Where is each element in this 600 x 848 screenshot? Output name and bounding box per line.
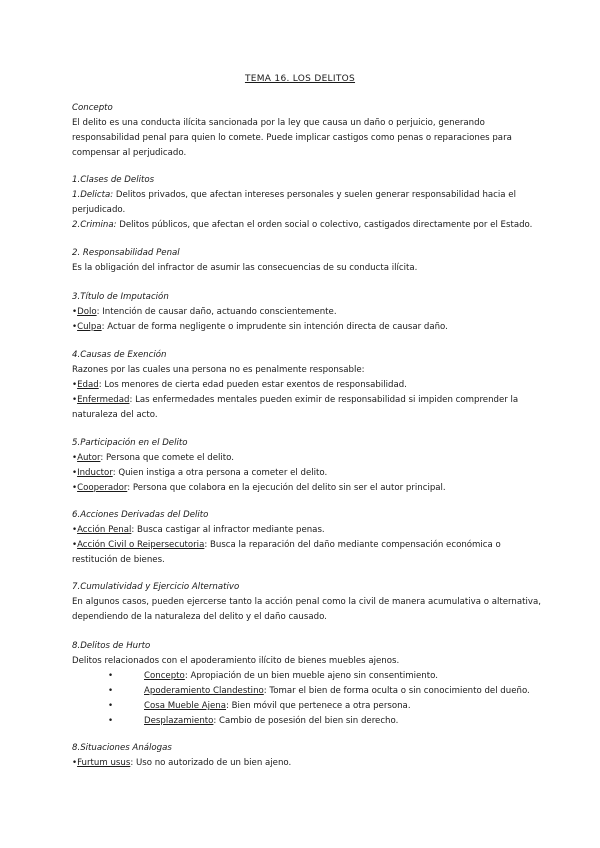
- section-heading: 4.Causas de Exención: [72, 350, 167, 360]
- item-term: Desplazamiento: [144, 716, 214, 726]
- item-term: Edad: [77, 380, 99, 390]
- item-term: Apoderamiento Clandestino: [144, 686, 264, 696]
- section-acumulatividad: [72, 580, 542, 625]
- list-item: [72, 378, 542, 393]
- item-text: : Quien instiga a otra persona a cometer el delito.: [112, 468, 328, 478]
- section-concepto: [72, 101, 542, 161]
- item-text: : Tomar el bien de forma oculta o sin conocimiento del dueño.: [263, 686, 530, 696]
- item-text: : Busca castigar al infractor mediante penas.: [131, 525, 325, 535]
- item-text: : Cambio de posesión del bien sin derecho.: [213, 716, 399, 726]
- bullet: •: [72, 758, 78, 768]
- item-term: Enfermedad: [77, 395, 130, 405]
- bullet: •: [108, 686, 114, 696]
- list-item: [72, 756, 542, 771]
- bullet: •: [72, 395, 78, 405]
- section-body: Es la obligación del infractor de asumir las consecuencias de su conducta ilícita.: [72, 263, 418, 273]
- list-item: [72, 305, 542, 320]
- item-term: Acción Civil o Reipersecutoria: [77, 540, 205, 550]
- bullet: •: [72, 540, 78, 550]
- section-responsabilidad: [72, 246, 542, 276]
- section-heading: 8.Delitos de Hurto: [72, 641, 151, 651]
- bullet: •: [108, 701, 114, 711]
- item-text: : Persona que comete el delito.: [100, 453, 235, 463]
- bullet: •: [72, 307, 78, 317]
- item-term: 2.Crimina:: [72, 220, 117, 230]
- section-acciones: [72, 508, 542, 568]
- item-text: : Apropiación de un bien mueble ajeno sin consentimiento.: [184, 671, 438, 681]
- section-participacion: [72, 436, 542, 496]
- section-heading: Concepto: [72, 103, 113, 113]
- item-text: : Persona que colabora en la ejecución del delito sin ser el autor principal.: [127, 483, 446, 493]
- section-analogas: [72, 741, 542, 771]
- item-term: Culpa: [77, 322, 102, 332]
- bullet: •: [108, 671, 114, 681]
- list-item: [72, 538, 542, 568]
- item-text: : Busca la reparación del daño mediante compensación económica o restitución de bienes.: [72, 540, 501, 565]
- list-item: [72, 714, 542, 729]
- list-item: [72, 466, 542, 481]
- item-text: : Bien móvil que pertenece a otra persona.: [226, 701, 411, 711]
- section-clases: [72, 173, 542, 233]
- section-intro: Delitos relacionados con el apoderamiento ilícito de bienes muebles ajenos.: [72, 656, 400, 666]
- item-term: Furtum usus: [77, 758, 131, 768]
- item-term: Cooperador: [77, 483, 128, 493]
- bullet: •: [72, 483, 78, 493]
- item-term: 1.Delicta:: [72, 190, 114, 200]
- list-item: [72, 218, 542, 233]
- list-item: [72, 699, 542, 714]
- section-heading: 6.Acciones Derivadas del Delito: [72, 510, 209, 520]
- bullet: •: [72, 468, 78, 478]
- list-item: [72, 523, 542, 538]
- list-item: [72, 684, 542, 699]
- section-heading: 7.Cumulatividad y Ejercicio Alternativo: [72, 582, 240, 592]
- item-text: : Uso no autorizado de un bien ajeno.: [130, 758, 292, 768]
- bullet: •: [108, 716, 114, 726]
- bullet: •: [72, 380, 78, 390]
- section-body: El delito es una conducta ilícita sancionada por la ley que causa un daño o perjuicio, generando responsabilidad penal para quien lo comete. Puede implicar castigos como penas o reparaciones para compensar al perjudicado.: [72, 118, 512, 158]
- section-heading: 3.Título de Imputación: [72, 292, 169, 302]
- section-heading: 8.Situaciones Análogas: [72, 743, 172, 753]
- list-item: [72, 451, 542, 466]
- section-intro: Razones por las cuales una persona no es penalmente responsable:: [72, 365, 365, 375]
- section-imputacion: [72, 290, 542, 335]
- item-text: : Los menores de cierta edad pueden estar exentos de responsabilidad.: [98, 380, 407, 390]
- bullet: •: [72, 453, 78, 463]
- list-item: [72, 393, 542, 423]
- item-text: : Las enfermedades mentales pueden eximir de responsabilidad si impiden comprender la naturaleza del acto.: [72, 395, 519, 420]
- list-item: [72, 320, 542, 335]
- bullet: •: [72, 322, 78, 332]
- list-item: [72, 481, 542, 496]
- item-term: Inductor: [77, 468, 113, 478]
- item-term: Dolo: [77, 307, 97, 317]
- item-text: Delitos públicos, que afectan el orden social o colectivo, castigados directamente por el Estado.: [116, 220, 533, 230]
- section-body: En algunos casos, pueden ejercerse tanto la acción penal como la civil de manera acumulativa o alternativa, dependiendo de la naturaleza del delito y el daño causado.: [72, 597, 541, 622]
- item-text: : Intención de causar daño, actuando conscientemente.: [96, 307, 337, 317]
- list-item: [72, 188, 542, 218]
- section-exencion: [72, 348, 542, 423]
- list-item: [72, 669, 542, 684]
- item-term: Acción Penal: [77, 525, 132, 535]
- item-text: : Actuar de forma negligente o imprudente sin intención directa de causar daño.: [101, 322, 448, 332]
- item-term: Autor: [77, 453, 101, 463]
- item-text: Delitos privados, que afectan intereses personales y suelen generar responsabilidad hacia el perjudicado.: [72, 190, 516, 215]
- section-heading: 5.Participación en el Delito: [72, 438, 188, 448]
- section-heading: 1.Clases de Delitos: [72, 175, 155, 185]
- bullet: •: [72, 525, 78, 535]
- document-title: TEMA 16. LOS DELITOS: [244, 74, 356, 84]
- section-heading: 2. Responsabilidad Penal: [72, 248, 180, 258]
- section-hurto: [72, 639, 542, 729]
- item-term: Cosa Mueble Ajena: [144, 701, 227, 711]
- item-term: Concepto: [144, 671, 185, 681]
